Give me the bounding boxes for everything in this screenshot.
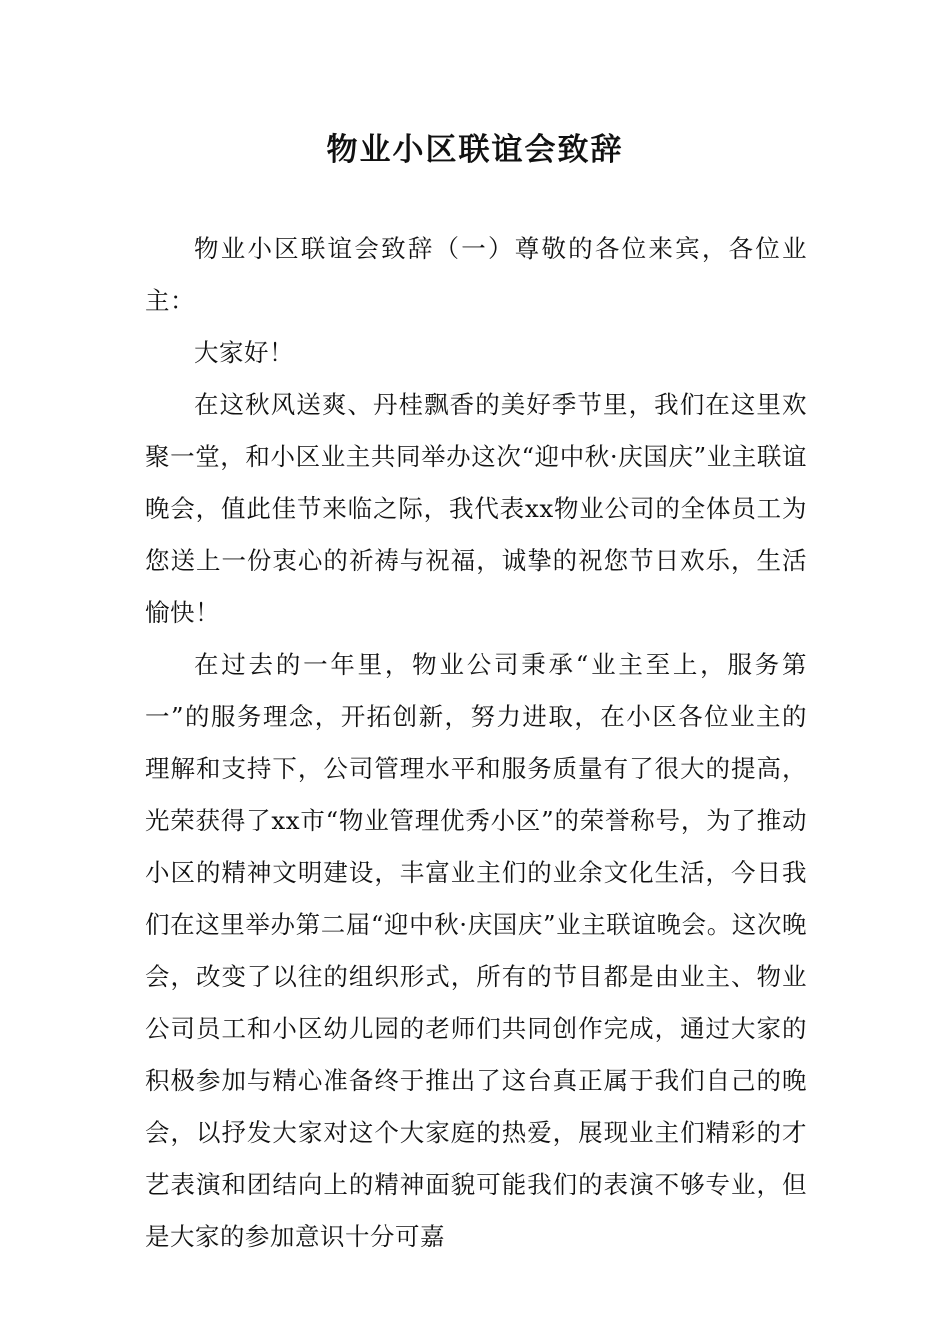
paragraph-festival-wishes: 在这秋风送爽、丹桂飘香的美好季节里，我们在这里欢聚一堂，和小区业主共同举办这次“迎中秋·庆国庆”业主联谊晚会，值此佳节来临之际，我代表xx物业公司的全体员工为您送上一份衷心的祈祷与祝福，诚挚的祝您节日欢乐，生活愉快！ bbox=[145, 390, 807, 627]
document-title: 物业小区联谊会致辞 bbox=[326, 132, 624, 168]
paragraph-hello: 大家好！ bbox=[194, 338, 294, 367]
paragraph-greeting: 物业小区联谊会致辞（一）尊敬的各位来宾，各位业主： bbox=[145, 234, 807, 315]
document-body bbox=[145, 223, 807, 1263]
paragraph-past-year: 在过去的一年里，物业公司秉承“业主至上，服务第一”的服务理念，开拓创新，努力进取，在小区各位业主的理解和支持下，公司管理水平和服务质量有了很大的提高，光荣获得了xx市“物业管理优秀小区”的荣誉称号，为了推动小区的精神文明建设，丰富业主们的业余文化生活，今日我们在这里举办第二届“迎中秋·庆国庆”业主联谊晚会。这次晚会，改变了以往的组织形式，所有的节目都是由业主、物业公司员工和小区幼儿园的老师们共同创作完成，通过大家的积极参加与精心准备终于推出了这台真正属于我们自己的晚会，以抒发大家对这个大家庭的热爱，展现业主们精彩的才艺表演和团结向上的精神面貌可能我们的表演不够专业，但是大家的参加意识十分可嘉 bbox=[145, 650, 807, 1251]
